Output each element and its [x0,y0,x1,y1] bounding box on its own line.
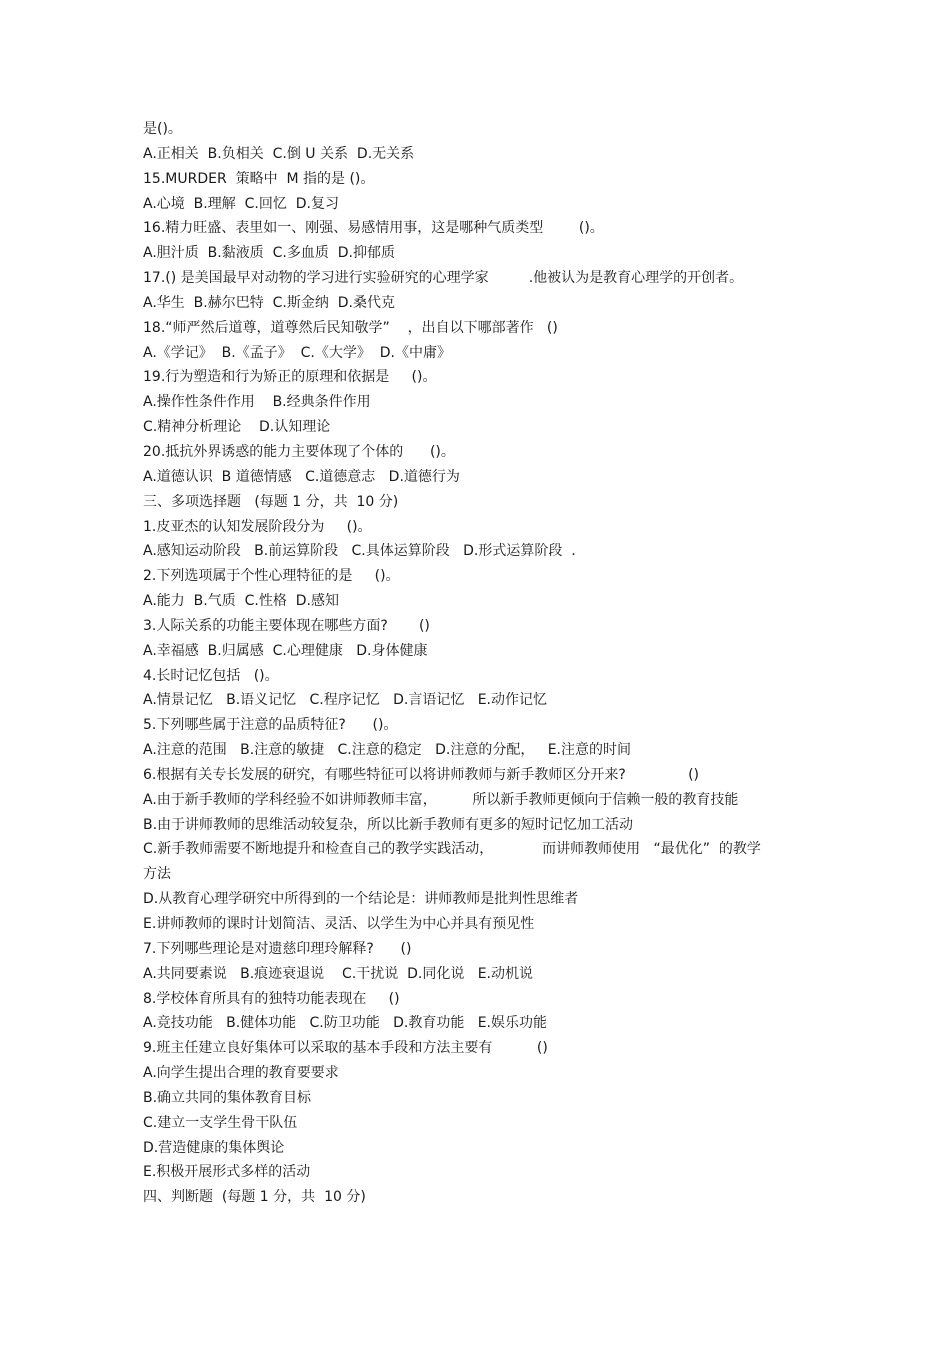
text-line: A.操作性条件作用 B.经典条件作用 [143,394,371,411]
text-line: 16.精力旺盛、表里如一、刚强、易感情用事，这是哪种气质类型 ()。 [143,220,604,237]
text-line: B.确立共同的集体教育目标 [143,1089,312,1106]
text-line: 3.人际关系的功能主要体现在哪些方面? () [143,617,430,634]
text-line: 7.下列哪些理论是对遗慈印理玲解释? () [143,940,412,957]
text-line: C.精神分析理论 D.认知理论 [143,419,331,436]
text-line: A.共同要素说 B.痕迹衰退说 C.干扰说 D.同化说 E.动机说 [143,965,533,982]
text-line: C.建立一支学生骨干队伍 [143,1114,298,1131]
text-line: A.幸福感 B.归属感 C.心理健康 D.身体健康 [143,642,428,659]
text-line: 15.MURDER 策略中 M 指的是 ()。 [143,170,375,187]
text-line: A.心境 B.理解 C.回忆 D.复习 [143,195,339,212]
text-line: A.能力 B.气质 C.性格 D.感知 [143,593,339,610]
text-line: 17.() 是美国最早对动物的学习进行实验研究的心理学家 .他被认为是教育心理学的开创者。 [143,270,744,287]
text-line: 8.学校体育所具有的独特功能表现在 () [143,990,400,1007]
text-line: E.讲师教师的课时计划简洁、灵活、以学生为中心并具有预见性 [143,916,535,932]
text-line: A.《学记》 B.《孟子》 C.《大学》 D.《中庸》 [143,344,451,361]
text-line: 4.长时记忆包括 ()。 [143,667,279,684]
text-line: C.新手教师需要不断地提升和检查自己的教学实践活动， 而讲师教师使用 “最优化” 的教学 [143,841,761,858]
text-line: 1.皮亚杰的认知发展阶段分为 ()。 [143,518,372,535]
section-heading: 四、判断题 (每题 1 分，共 10 分) [143,1189,366,1206]
text-line: A.竞技功能 B.健体功能 C.防卫功能 D.教育功能 E.娱乐功能 [143,1015,547,1032]
text-line: 5.下列哪些属于注意的品质特征? ()。 [143,717,398,734]
text-line: B.由于讲师教师的思维活动较复杂，所以比新手教师有更多的短时记忆加工活动 [143,816,634,833]
text-line: A.道德认识 B 道德情感 C.道德意志 D.道德行为 [143,468,460,485]
text-line: 方法 [143,866,171,883]
text-line: 18.“师严然后道尊，道尊然后民知敬学” ，出自以下哪部著作 () [143,319,558,336]
text-line: A.情景记忆 B.语义记忆 C.程序记忆 D.言语记忆 E.动作记忆 [143,692,547,709]
text-line: 2.下列选项属于个性心理特征的是 ()。 [143,568,400,585]
text-line: D.从教育心理学研究中所得到的一个结论是：讲师教师是批判性思维者 [143,891,579,908]
text-line: A.由于新手教师的学科经验不如讲师教师丰富， 所以新手教师更倾向于信赖一般的教育技能 [143,791,739,808]
text-line: A.胆汁质 B.黏液质 C.多血质 D.抑郁质 [143,245,395,262]
text-line: 6.根据有关专长发展的研究，有哪些特征可以将讲师教师与新手教师区分开来? () [143,766,700,783]
text-line: 19.行为塑造和行为矫正的原理和依据是 ()。 [143,369,437,386]
text-line: A.向学生提出合理的教育要要求 [143,1065,339,1082]
text-line: A.注意的范围 B.注意的敏捷 C.注意的稳定 D.注意的分配， E.注意的时间 [143,742,631,759]
text-line: 是()。 [143,121,182,137]
text-line: A.正相关 B.负相关 C.倒 U 关系 D.无关系 [143,145,415,162]
document-body [143,117,843,1210]
text-line: A.感知运动阶段 B.前运算阶段 C.具体运算阶段 D.形式运算阶段 . [143,543,576,560]
text-line: 20.抵抗外界诱惑的能力主要体现了个体的 ()。 [143,443,455,460]
text-line: D.营造健康的集体舆论 [143,1139,285,1156]
text-line: E.积极开展形式多样的活动 [143,1164,311,1181]
text-line: A.华生 B.赫尔巴特 C.斯金纳 D.桑代克 [143,294,395,311]
section-heading: 三、多项选择题 (每题 1 分，共 10 分) [143,493,399,510]
text-line: 9.班主任建立良好集体可以采取的基本手段和方法主要有 () [143,1040,548,1057]
